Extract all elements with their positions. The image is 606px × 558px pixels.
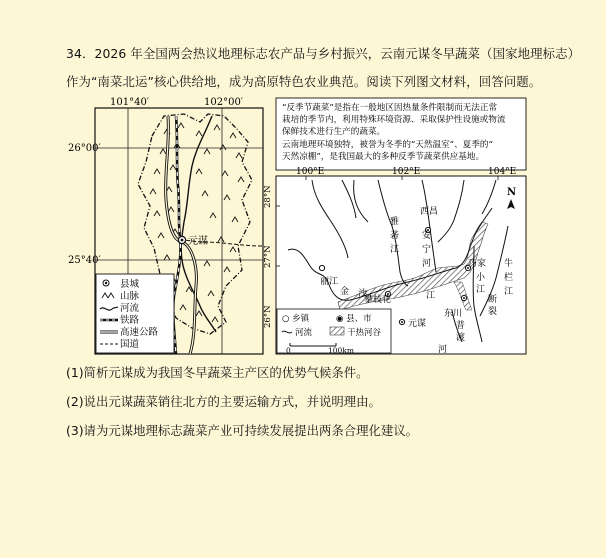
textbox-line-2: 栽培的季节内，利用特殊环境资源、采取保护性设施或物流 [282,115,506,125]
textbox-line-4: 云南地理环境独特，被誉为冬季的“天然温室”、夏季的“ [282,140,493,150]
legend-town: ○ 乡镇 [282,314,310,324]
legend-label-river: 河流 [120,303,140,314]
right-lon-label-2: 102°E [392,167,421,177]
legend-label-national-road: 国道 [120,339,140,350]
textbox-line-1: “反季节蔬菜”是指在一般地区因热量条件限制而无法正常 [282,103,498,113]
river-char-7: 小 [476,273,486,283]
river-char-15: 普 [456,321,466,331]
river-char-10: 栏 [504,273,514,283]
legend-county-city: ◉ 县、市 [336,314,372,324]
left-lat-label-1: 26°00′ [68,143,101,154]
left-lat-label-2: 25°40′ [68,255,101,266]
legend-river-label: 河流 [295,328,313,338]
textbox-line-5: 天然凉棚”，是我国最大的多种反季节蔬菜供应基地。 [282,152,485,162]
river-char-14: 江 [426,291,436,301]
xichang-label: 西昌 [420,207,439,217]
yuanmou-label: 元谋 [408,319,427,329]
legend-label-railway: 铁路 [120,315,140,326]
right-map [263,167,526,355]
lijiang-label: 丽江 [320,277,339,287]
qiaojia-label: 巧家 [468,259,487,269]
subquestion-2: (2)说出元谋蔬菜销往北方的主要运输方式，并说明理由。 [66,394,381,409]
right-lon-label-1: 100°E [296,167,325,177]
north-label: N [507,187,517,198]
river-char-16: 渡 [456,333,466,343]
right-lat-label-1: 28°N [263,185,273,208]
fault-char-1: 断 [488,295,498,305]
river-char-3: 江 [390,245,400,255]
left-lon-label-1: 101°40′ [110,97,150,108]
river-char-5: 宁 [422,245,432,255]
material-textbox [276,98,526,170]
left-map [68,97,263,354]
fault-char-2: 裂 [488,307,498,317]
legend-label-county: 县城 [120,279,140,290]
river-char-12: 金 [340,287,350,297]
river-char-8: 江 [476,285,486,295]
scale-zero: 0 [286,346,291,355]
panzhihua-label: 攀枝花 [364,295,392,305]
right-lon-label-3: 104°E [488,167,517,177]
subquestion-1: (1)简析元谋成为我国冬早蔬菜主产区的优势气候条件。 [66,365,369,380]
river-char-4: 安 [422,231,432,241]
left-lon-label-2: 102°00′ [204,97,244,108]
yuanmou-label-left: 元谋 [188,236,208,247]
textbox-line-3: 保鲜技术进行生产的蔬菜。 [282,127,386,137]
legend-label-highway: 高速公路 [120,327,159,338]
legend-valley-label: 干热河谷 [347,328,382,338]
question-line-2: 作为“南菜北运”核心供给地，成为高原特色农业典范。阅读下列图文材料，回答问题。 [66,74,542,89]
river-char-13: 沙 [358,289,368,299]
legend-valley-swatch [330,327,344,335]
river-char-6: 河 [422,259,432,269]
river-char-11: 江 [504,287,514,297]
river-char-1: 雅 [390,217,400,227]
river-char-9: 牛 [504,259,514,269]
subquestion-3: (3)请为元谋地理标志蔬菜产业可持续发展提出两条合理化建议。 [66,423,419,438]
scale-100km: 100km [328,346,354,355]
map-figure [68,96,526,355]
right-lat-label-2: 27°N [263,245,273,268]
question-line-1: 34．2026 年全国两会热议地理标志农产品与乡村振兴，云南元谋冬早蔬菜（国家地理标志） [66,46,581,61]
dongchuan-label: 东川 [444,309,463,319]
river-char-2: 砻 [390,231,400,241]
lijiang-marker [319,265,324,270]
legend-label-mountain: 山脉 [120,291,140,302]
right-lat-label-3: 26°N [263,305,273,328]
river-char-17: 河 [438,345,448,355]
